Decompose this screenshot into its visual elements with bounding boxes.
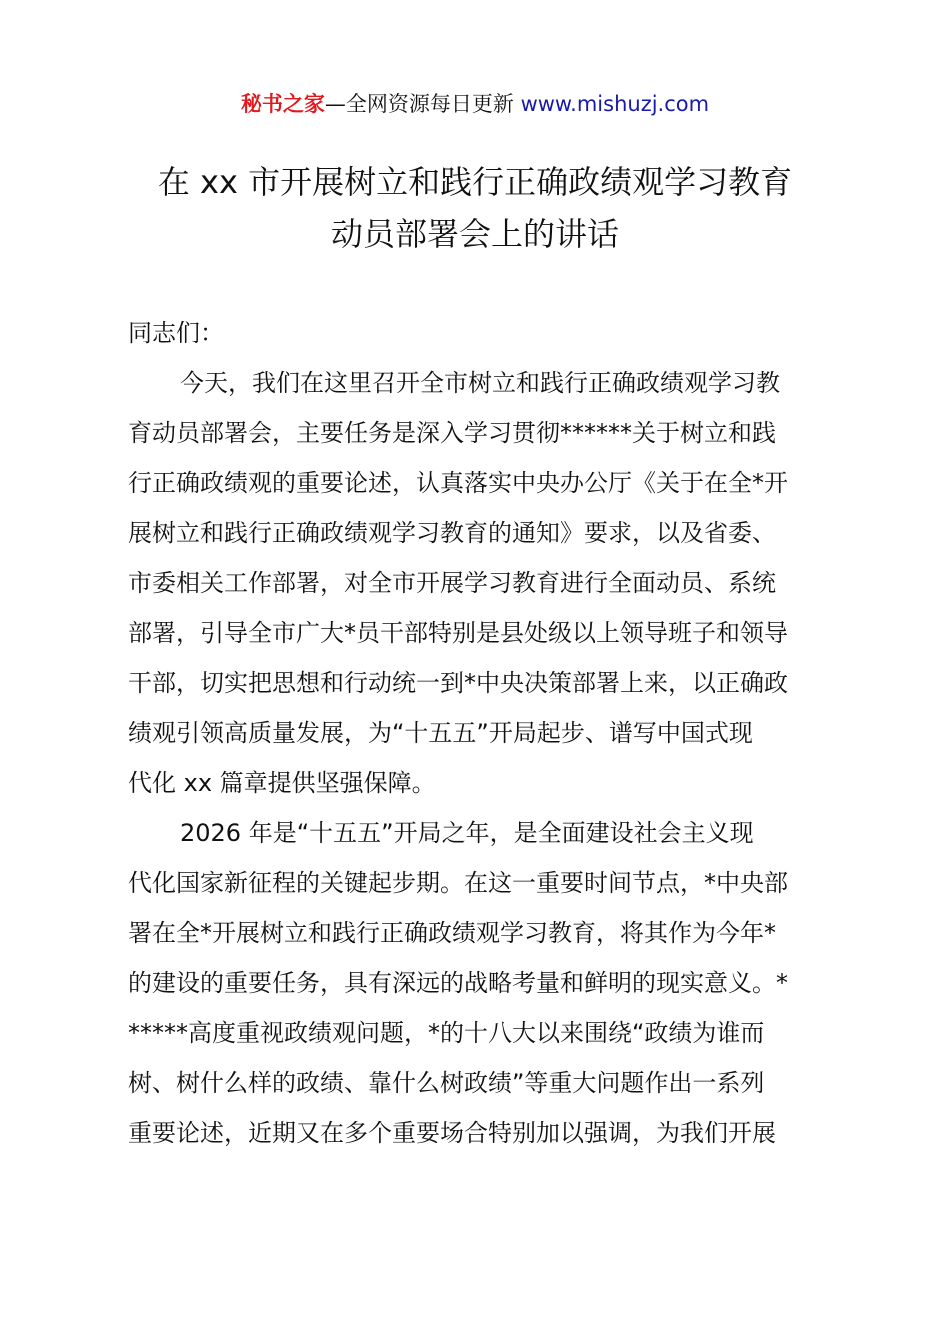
paragraph-line: 树、树什么样的政绩、靠什么树政绩”等重大问题作出一系列 [128,1069,765,1097]
paragraph-line: 代化 xx 篇章提供坚强保障。 [128,769,436,797]
site-brand: 秘书之家 [240,92,325,116]
document-title [100,156,850,260]
title-line-2: 动员部署会上的讲话 [330,215,619,253]
greeting: 同志们： [128,319,224,347]
paragraph-line: 育动员部署会，主要任务是深入学习贯彻******关于树立和践 [128,419,776,447]
site-url-link[interactable]: www.mishuzj.com [520,92,710,116]
paragraph-line: 重要论述，近期又在多个重要场合特别加以强调，为我们开展 [128,1119,776,1147]
site-header [0,88,950,120]
paragraph-line: 署在全*开展树立和践行正确政绩观学习教育，将其作为今年* [128,919,776,947]
paragraph-line: 绩观引领高质量发展，为“十五五”开局起步、谱写中国式现 [128,719,753,747]
paragraph-line: 的建设的重要任务，具有深远的战略考量和鲜明的现实意义。* [128,969,788,997]
title-line-1: 在 xx 市开展树立和践行正确政绩观学习教育 [157,163,793,201]
paragraph-line: *****高度重视政绩观问题，*的十八大以来围绕“政绩为谁而 [128,1019,765,1047]
paragraph-line: 部署，引导全市广大*员干部特别是县处级以上领导班子和领导 [128,619,788,647]
paragraph-line: 代化国家新征程的关键起步期。在这一重要时间节点，*中央部 [128,869,788,897]
paragraph-line: 2026 年是“十五五”开局之年，是全面建设社会主义现 [180,819,754,847]
paragraph-line: 市委相关工作部署，对全市开展学习教育进行全面动员、系统 [128,569,776,597]
document-body [128,308,834,1158]
paragraph-line: 干部，切实把思想和行动统一到*中央决策部署上来，以正确政 [128,669,788,697]
site-tagline: —全网资源每日更新 [324,92,514,116]
paragraph-line: 今天，我们在这里召开全市树立和践行正确政绩观学习教 [180,369,780,397]
paragraph-line: 展树立和践行正确政绩观学习教育的通知》要求，以及省委、 [128,519,776,547]
paragraph-line: 行正确政绩观的重要论述，认真落实中央办公厅《关于在全*开 [128,469,788,497]
